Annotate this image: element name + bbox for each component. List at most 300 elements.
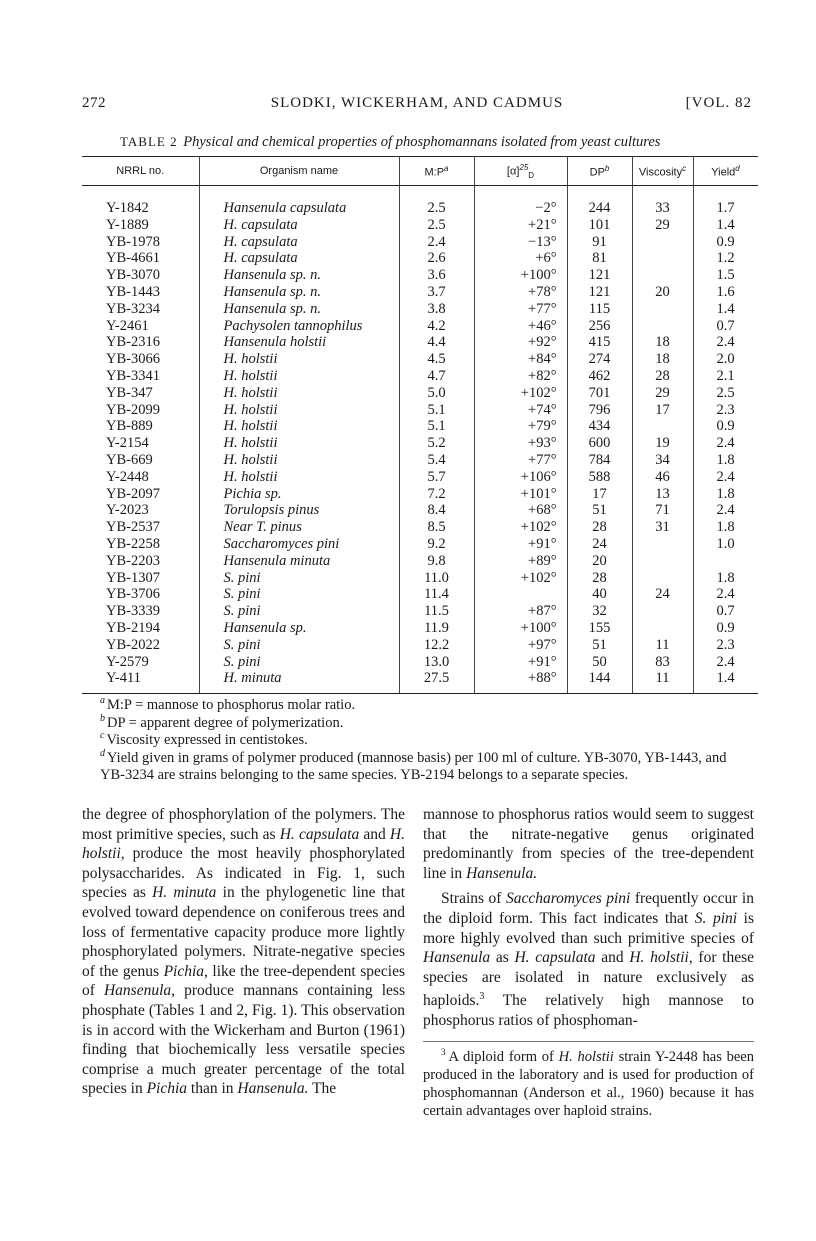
body-column-right bbox=[423, 805, 754, 1120]
cell-organism: H. holstii bbox=[199, 452, 399, 469]
footnote-mark: a bbox=[100, 695, 105, 707]
cell-viscosity bbox=[632, 603, 693, 620]
cell-viscosity: 29 bbox=[632, 217, 693, 234]
body-column-left bbox=[82, 805, 405, 1099]
cell-mp: 5.7 bbox=[399, 469, 474, 486]
text-run: frequently occur in the diploid form. This fact indicates that bbox=[423, 890, 754, 927]
cell-yield bbox=[693, 553, 758, 570]
cell-dp: 17 bbox=[567, 486, 632, 503]
table-row bbox=[82, 586, 758, 603]
cell-viscosity bbox=[632, 301, 693, 318]
cell-mp: 7.2 bbox=[399, 486, 474, 503]
cell-viscosity: 11 bbox=[632, 637, 693, 654]
table-row bbox=[82, 301, 758, 318]
cell-yield: 2.4 bbox=[716, 435, 735, 452]
cell-mp: 5.4 bbox=[399, 452, 474, 469]
cell-rotation: +87° bbox=[474, 603, 567, 620]
cell-dp: 121 bbox=[567, 267, 632, 284]
cell-rotation bbox=[474, 586, 567, 603]
table-row bbox=[82, 637, 758, 654]
text-run: produce the most heavily phosphorylated polysaccharides. As indicated in Fig. 1, such species as bbox=[82, 845, 405, 902]
cell-organism: H. holstii bbox=[199, 368, 399, 385]
table-row bbox=[82, 334, 758, 351]
cell-viscosity bbox=[632, 553, 693, 570]
cell-rotation: +84° bbox=[474, 351, 567, 368]
text-run: H. capsulata bbox=[279, 825, 360, 843]
cell-nrrl: YB-2194 bbox=[82, 620, 199, 637]
cell-viscosity bbox=[632, 318, 693, 335]
text-run: the degree of phosphorylation of the polymers. The most primitive species, such as bbox=[82, 806, 405, 843]
cell-dp: 796 bbox=[567, 402, 632, 419]
cell-organism: S. pini bbox=[199, 603, 399, 620]
cell-organism: S. pini bbox=[199, 586, 399, 603]
table-title: Physical and chemical properties of phosphomannans isolated from yeast cultures bbox=[183, 134, 661, 150]
cell-nrrl: YB-3706 bbox=[82, 586, 199, 603]
footnote-text: M:P = mannose to phosphorus molar ratio. bbox=[107, 697, 356, 713]
text-run: strain Y-2448 has been produced in the laboratory and is used for production of phosphomannan (Anderson et al., 1960) because it has certain advantages over haploid strains. bbox=[423, 1048, 754, 1119]
cell-organism: Near T. pinus bbox=[199, 519, 399, 536]
cell-nrrl: YB-3339 bbox=[82, 603, 199, 620]
table-row bbox=[82, 519, 758, 536]
table-row bbox=[82, 250, 758, 267]
table-footnote bbox=[82, 712, 754, 733]
cell-viscosity bbox=[632, 620, 693, 637]
table-row bbox=[82, 469, 758, 486]
cell-nrrl: YB-3234 bbox=[82, 301, 199, 318]
cell-yield: 1.6 bbox=[716, 283, 735, 300]
cell-rotation: −2° bbox=[474, 186, 567, 217]
cell-yield: 2.4 bbox=[716, 502, 735, 519]
cell-dp: 115 bbox=[567, 301, 632, 318]
cell-dp: 28 bbox=[567, 570, 632, 587]
cell-dp: 28 bbox=[567, 519, 632, 536]
cell-organism: H. capsulata bbox=[199, 217, 399, 234]
table-header-row bbox=[82, 157, 758, 186]
cell-mp: 3.7 bbox=[399, 284, 474, 301]
cell-yield: 2.4 bbox=[716, 653, 735, 670]
text-run: Hansenula. bbox=[466, 864, 538, 882]
footnote-mark: c bbox=[100, 730, 105, 742]
cell-organism: Hansenula capsulata bbox=[199, 186, 399, 217]
cell-nrrl: Y-411 bbox=[82, 670, 199, 693]
cell-nrrl: YB-1307 bbox=[82, 570, 199, 587]
table-row bbox=[82, 570, 758, 587]
text-run: 3 bbox=[479, 991, 485, 1003]
text-run: H. holstii, bbox=[82, 825, 405, 863]
cell-mp: 27.5 bbox=[399, 670, 474, 693]
cell-nrrl: Y-2154 bbox=[82, 435, 199, 452]
cell-organism: Pachysolen tannophilus bbox=[199, 318, 399, 335]
text-run: as bbox=[490, 949, 515, 967]
cell-viscosity: 34 bbox=[632, 452, 693, 469]
cell-yield: 1.5 bbox=[716, 267, 735, 284]
text-run: and bbox=[595, 949, 630, 967]
cell-dp: 32 bbox=[567, 603, 632, 620]
text-run: The bbox=[308, 1080, 337, 1098]
cell-dp: 144 bbox=[567, 670, 632, 693]
cell-nrrl: YB-889 bbox=[82, 418, 199, 435]
cell-viscosity bbox=[632, 267, 693, 284]
cell-nrrl: YB-669 bbox=[82, 452, 199, 469]
data-table bbox=[82, 156, 754, 694]
cell-rotation: +102° bbox=[474, 570, 567, 587]
cell-mp: 4.2 bbox=[399, 318, 474, 335]
table-row bbox=[82, 486, 758, 503]
cell-rotation: +106° bbox=[474, 469, 567, 486]
cell-yield: 1.2 bbox=[716, 250, 735, 267]
table-footnote bbox=[82, 732, 754, 750]
table-footnote bbox=[82, 697, 754, 715]
cell-organism: Hansenula holstii bbox=[199, 334, 399, 351]
cell-rotation: +74° bbox=[474, 402, 567, 419]
cell-organism: Hansenula minuta bbox=[199, 553, 399, 570]
cell-dp: 51 bbox=[567, 637, 632, 654]
cell-yield: 1.4 bbox=[693, 670, 758, 693]
cell-yield: 1.7 bbox=[716, 200, 735, 216]
text-run: H. holstii bbox=[558, 1048, 614, 1065]
cell-viscosity bbox=[632, 234, 693, 251]
cell-mp: 5.2 bbox=[399, 435, 474, 452]
text-run: Pichia bbox=[146, 1080, 188, 1098]
text-run: is more highly evolved than such primitive species of bbox=[423, 909, 754, 947]
table-label: TABLE 2 bbox=[120, 134, 178, 149]
text-run: mannose to phosphorus ratios would seem to suggest that the nitrate-negative genus originated predominantly from species of the tree-dependent line in bbox=[423, 806, 754, 882]
table-row bbox=[82, 536, 758, 553]
cell-nrrl: YB-2258 bbox=[82, 536, 199, 553]
text-run: H. minuta bbox=[152, 884, 217, 902]
cell-organism: S. pini bbox=[199, 637, 399, 654]
cell-mp: 2.4 bbox=[399, 234, 474, 251]
text-run: produce mannans containing less phosphate (Tables 1 and 2, Fig. 1). This observation is in accord with the Wickerham and Burton (1961) finding that biochemically less versatile species comprise a much greater percentage of the total species in bbox=[82, 982, 405, 1098]
cell-dp: 40 bbox=[567, 586, 632, 603]
volume-label: [VOL. 82 bbox=[685, 95, 752, 111]
table-row bbox=[82, 553, 758, 570]
cell-organism: S. pini bbox=[199, 570, 399, 587]
text-run: Hansenula, bbox=[103, 982, 176, 1000]
cell-organism: Hansenula sp. n. bbox=[199, 267, 399, 284]
cell-yield: 0.7 bbox=[716, 603, 735, 620]
cell-mp: 5.1 bbox=[399, 418, 474, 435]
cell-yield: 1.4 bbox=[716, 216, 735, 233]
footnote-text: Yield given in grams of polymer produced (mannose basis) per 100 ml of culture. YB-3070, YB-1443, and YB-3234 are strains belonging to the same species. YB-2194 belongs to a separate species. bbox=[100, 749, 727, 783]
cell-rotation: +97° bbox=[474, 637, 567, 654]
cell-nrrl: YB-2097 bbox=[82, 486, 199, 503]
cell-rotation: +79° bbox=[474, 418, 567, 435]
cell-rotation: +92° bbox=[474, 334, 567, 351]
table-row bbox=[82, 186, 758, 217]
col-header-organism: Organism name bbox=[199, 157, 399, 186]
cell-mp: 11.0 bbox=[399, 570, 474, 587]
text-run: for these species are isolated in nature exclusively as haploids. bbox=[423, 949, 755, 1010]
cell-mp: 9.8 bbox=[399, 553, 474, 570]
cell-viscosity bbox=[632, 570, 693, 587]
cell-viscosity: 33 bbox=[632, 186, 693, 217]
table-row bbox=[82, 435, 758, 452]
table-footnotes bbox=[82, 697, 754, 785]
cell-nrrl: YB-2537 bbox=[82, 519, 199, 536]
col-header-yield: Yield$^d$ bbox=[693, 157, 758, 186]
cell-yield: 2.3 bbox=[716, 401, 735, 418]
running-authors: SLODKI, WICKERHAM, AND CADMUS bbox=[270, 95, 564, 111]
cell-nrrl: YB-347 bbox=[82, 385, 199, 402]
cell-dp: 600 bbox=[567, 435, 632, 452]
cell-nrrl: YB-3066 bbox=[82, 351, 199, 368]
table-row bbox=[82, 351, 758, 368]
cell-dp: 256 bbox=[567, 318, 632, 335]
running-header bbox=[82, 95, 752, 117]
table-row bbox=[82, 452, 758, 469]
text-run: Hansenula bbox=[423, 949, 491, 967]
col-header-viscosity: Viscosity$^c$ bbox=[632, 157, 693, 186]
cell-organism: Saccharomyces pini bbox=[199, 536, 399, 553]
table-caption bbox=[120, 134, 750, 151]
cell-viscosity: 18 bbox=[632, 351, 693, 368]
cell-rotation: +78° bbox=[474, 284, 567, 301]
cell-rotation: +6° bbox=[474, 250, 567, 267]
cell-mp: 11.5 bbox=[399, 603, 474, 620]
page-number: 272 bbox=[82, 95, 106, 111]
cell-yield: 1.8 bbox=[716, 485, 735, 502]
cell-nrrl: Y-1842 bbox=[82, 186, 199, 217]
cell-organism: H. capsulata bbox=[199, 234, 399, 251]
cell-rotation: −13° bbox=[474, 234, 567, 251]
table-row bbox=[82, 284, 758, 301]
cell-organism: S. pini bbox=[199, 654, 399, 671]
footnote-text: DP = apparent degree of polymerization. bbox=[107, 714, 344, 731]
cell-yield: 2.3 bbox=[716, 636, 735, 653]
cell-yield: 1.0 bbox=[716, 535, 735, 552]
cell-nrrl: Y-2023 bbox=[82, 502, 199, 519]
cell-dp: 91 bbox=[567, 234, 632, 251]
cell-mp: 8.5 bbox=[399, 519, 474, 536]
text-run: and bbox=[359, 825, 390, 843]
cell-organism: H. capsulata bbox=[199, 250, 399, 267]
cell-organism: H. holstii bbox=[199, 469, 399, 486]
table-row bbox=[82, 670, 758, 693]
cell-organism: Pichia sp. bbox=[199, 486, 399, 503]
cell-viscosity bbox=[632, 250, 693, 267]
text-run: like the tree-dependent species of bbox=[82, 962, 405, 1000]
cell-organism: H. minuta bbox=[199, 670, 399, 693]
cell-nrrl: YB-2203 bbox=[82, 553, 199, 570]
table-row bbox=[82, 620, 758, 637]
cell-dp: 415 bbox=[567, 334, 632, 351]
cell-rotation: +88° bbox=[474, 670, 567, 693]
cell-mp: 5.1 bbox=[399, 402, 474, 419]
cell-mp: 4.5 bbox=[399, 351, 474, 368]
cell-mp: 5.0 bbox=[399, 385, 474, 402]
cell-organism: H. holstii bbox=[199, 385, 399, 402]
cell-dp: 784 bbox=[567, 452, 632, 469]
cell-mp: 11.9 bbox=[399, 620, 474, 637]
cell-rotation: +77° bbox=[474, 301, 567, 318]
cell-organism: Hansenula sp. n. bbox=[199, 301, 399, 318]
cell-mp: 4.4 bbox=[399, 334, 474, 351]
cell-dp: 81 bbox=[567, 250, 632, 267]
page-footnote-mark: 3 bbox=[441, 1046, 446, 1057]
cell-viscosity: 20 bbox=[632, 284, 693, 301]
text-run: in the phylogenetic line that evolved toward dependence on coniferous trees and loss of fermentative capacity produce more lightly phosphorylated polymers. Nitrate-negative species of the genus bbox=[82, 884, 406, 980]
col-header-mp: $M:P^a$ bbox=[399, 157, 474, 186]
cell-dp: 121 bbox=[567, 284, 632, 301]
footnote-mark: b bbox=[100, 712, 105, 724]
cell-nrrl: YB-3070 bbox=[82, 267, 199, 284]
table-row bbox=[82, 603, 758, 620]
table-row bbox=[82, 234, 758, 251]
cell-viscosity: 24 bbox=[632, 586, 693, 603]
cell-yield: 1.8 bbox=[716, 569, 735, 586]
cell-rotation: +93° bbox=[474, 435, 567, 452]
cell-dp: 20 bbox=[567, 553, 632, 570]
cell-rotation: +102° bbox=[474, 519, 567, 536]
cell-nrrl: Y-2461 bbox=[82, 318, 199, 335]
cell-viscosity: 29 bbox=[632, 385, 693, 402]
cell-yield: 0.9 bbox=[716, 418, 735, 435]
table-row bbox=[82, 654, 758, 671]
cell-viscosity: 11 bbox=[632, 670, 693, 693]
text-run: than in bbox=[187, 1080, 238, 1098]
cell-yield: 2.4 bbox=[716, 468, 735, 485]
cell-nrrl: Y-1889 bbox=[82, 217, 199, 234]
cell-nrrl: YB-1443 bbox=[82, 284, 199, 301]
cell-yield: 2.5 bbox=[716, 384, 735, 401]
table-row bbox=[82, 418, 758, 435]
cell-yield: 2.0 bbox=[716, 351, 735, 368]
cell-organism: Hansenula sp. n. bbox=[199, 284, 399, 301]
cell-dp: 701 bbox=[567, 385, 632, 402]
cell-viscosity: 13 bbox=[632, 486, 693, 503]
cell-organism: H. holstii bbox=[199, 402, 399, 419]
text-run: A diploid form of bbox=[448, 1048, 559, 1065]
body-paragraph bbox=[423, 805, 754, 883]
cell-viscosity bbox=[632, 536, 693, 553]
text-run: Strains of bbox=[441, 890, 506, 908]
cell-viscosity: 46 bbox=[632, 469, 693, 486]
text-run: Hansenula. bbox=[237, 1080, 309, 1098]
col-header-rotation: $[\alpha]^{25}_D$ bbox=[474, 157, 567, 186]
cell-nrrl: YB-1978 bbox=[82, 234, 199, 251]
cell-yield: 1.8 bbox=[716, 451, 735, 468]
cell-viscosity: 17 bbox=[632, 402, 693, 419]
cell-dp: 24 bbox=[567, 536, 632, 553]
cell-dp: 244 bbox=[567, 186, 632, 217]
table-row bbox=[82, 368, 758, 385]
cell-mp: 4.7 bbox=[399, 368, 474, 385]
cell-rotation: +46° bbox=[474, 318, 567, 335]
cell-rotation: +91° bbox=[474, 536, 567, 553]
cell-nrrl: YB-3341 bbox=[82, 368, 199, 385]
cell-rotation: +100° bbox=[474, 620, 567, 637]
cell-dp: 274 bbox=[567, 351, 632, 368]
text-run: Saccharomyces pini bbox=[505, 890, 631, 908]
table-row bbox=[82, 385, 758, 402]
cell-mp: 2.5 bbox=[399, 186, 474, 217]
page-footnote bbox=[423, 1041, 754, 1120]
cell-mp: 2.5 bbox=[399, 217, 474, 234]
cell-organism: H. holstii bbox=[199, 418, 399, 435]
cell-rotation: +68° bbox=[474, 502, 567, 519]
table-row bbox=[82, 402, 758, 419]
cell-rotation: +102° bbox=[474, 385, 567, 402]
cell-nrrl: YB-2099 bbox=[82, 402, 199, 419]
cell-dp: 462 bbox=[567, 368, 632, 385]
table-footnote bbox=[82, 747, 754, 785]
cell-rotation: +82° bbox=[474, 368, 567, 385]
table-row bbox=[82, 217, 758, 234]
cell-nrrl: Y-2448 bbox=[82, 469, 199, 486]
cell-organism: Hansenula sp. bbox=[199, 620, 399, 637]
footnote-mark: d bbox=[100, 747, 105, 759]
cell-mp: 9.2 bbox=[399, 536, 474, 553]
cell-yield: 0.7 bbox=[716, 317, 735, 334]
cell-mp: 3.6 bbox=[399, 267, 474, 284]
cell-viscosity: 19 bbox=[632, 435, 693, 452]
cell-rotation: +101° bbox=[474, 486, 567, 503]
cell-viscosity bbox=[632, 418, 693, 435]
text-run: Pichia, bbox=[163, 962, 208, 980]
cell-mp: 3.8 bbox=[399, 301, 474, 318]
cell-nrrl: YB-2022 bbox=[82, 637, 199, 654]
table-row bbox=[82, 267, 758, 284]
text-run: H. holstii, bbox=[629, 949, 693, 967]
cell-mp: 11.4 bbox=[399, 586, 474, 603]
text-run: S. pini bbox=[694, 909, 738, 927]
body-paragraph bbox=[82, 805, 405, 1099]
cell-rotation: +100° bbox=[474, 267, 567, 284]
text-run: H. capsulata bbox=[514, 949, 596, 967]
cell-organism: H. holstii bbox=[199, 435, 399, 452]
cell-rotation: +21° bbox=[474, 217, 567, 234]
cell-viscosity: 71 bbox=[632, 502, 693, 519]
cell-organism: H. holstii bbox=[199, 351, 399, 368]
cell-rotation: +89° bbox=[474, 553, 567, 570]
cell-nrrl: Y-2579 bbox=[82, 654, 199, 671]
body-paragraph bbox=[423, 889, 754, 1030]
cell-rotation: +77° bbox=[474, 452, 567, 469]
cell-yield: 2.4 bbox=[716, 586, 735, 603]
cell-mp: 12.2 bbox=[399, 637, 474, 654]
text-run: The relatively high mannose to phosphorus ratios of phosphoman- bbox=[423, 992, 754, 1030]
cell-dp: 588 bbox=[567, 469, 632, 486]
cell-dp: 51 bbox=[567, 502, 632, 519]
table-row bbox=[82, 502, 758, 519]
cell-rotation: +91° bbox=[474, 654, 567, 671]
footnote-text: Viscosity expressed in centistokes. bbox=[106, 732, 308, 748]
cell-viscosity: 28 bbox=[632, 368, 693, 385]
cell-dp: 155 bbox=[567, 620, 632, 637]
cell-mp: 8.4 bbox=[399, 502, 474, 519]
cell-dp: 101 bbox=[567, 217, 632, 234]
cell-organism: Torulopsis pinus bbox=[199, 502, 399, 519]
cell-yield: 1.4 bbox=[716, 300, 735, 317]
table-row bbox=[82, 318, 758, 335]
cell-viscosity: 83 bbox=[632, 654, 693, 671]
col-header-dp: $DP^b$ bbox=[567, 157, 632, 186]
cell-yield: 0.9 bbox=[716, 619, 735, 636]
cell-nrrl: YB-4661 bbox=[82, 250, 199, 267]
cell-yield: 2.1 bbox=[716, 367, 735, 384]
cell-dp: 50 bbox=[567, 654, 632, 671]
cell-viscosity: 31 bbox=[632, 519, 693, 536]
cell-mp: 13.0 bbox=[399, 654, 474, 671]
col-header-nrrl: NRRL no. bbox=[82, 157, 199, 186]
cell-nrrl: YB-2316 bbox=[82, 334, 199, 351]
cell-yield: 2.4 bbox=[716, 334, 735, 351]
cell-mp: 2.6 bbox=[399, 250, 474, 267]
cell-viscosity: 18 bbox=[632, 334, 693, 351]
cell-yield: 0.9 bbox=[716, 233, 735, 250]
cell-dp: 434 bbox=[567, 418, 632, 435]
